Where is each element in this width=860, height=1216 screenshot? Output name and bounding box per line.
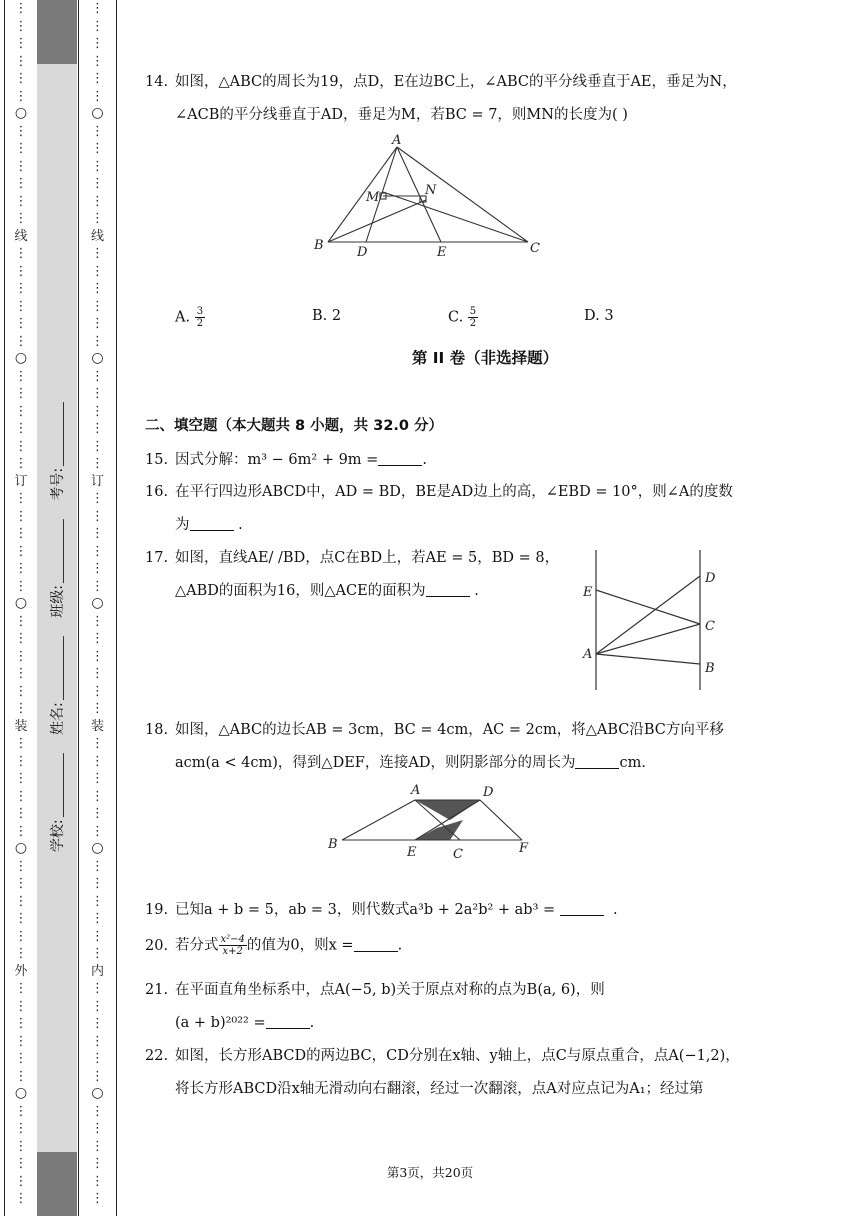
answer-blank[interactable] — [266, 1014, 310, 1029]
seal-dot: ⋮ — [14, 701, 28, 716]
seal-label: 装 — [90, 718, 104, 734]
seal-dot: ⋮ — [91, 613, 104, 629]
label-a: A — [411, 783, 421, 798]
seal-dot: ⋮ — [14, 893, 28, 909]
seal-dot: ⋮ — [14, 736, 28, 751]
label-b: B — [328, 837, 338, 852]
seal-label: 线 — [14, 228, 28, 244]
seal-dot: ⋮ — [14, 981, 28, 996]
label-e: E — [437, 245, 447, 260]
seal-dot: ⋮ — [91, 158, 104, 174]
seal-dot: ⋮ — [14, 666, 28, 681]
seal-dot: ⋮ — [14, 18, 28, 34]
shaded-top — [415, 800, 480, 820]
question-14 — [145, 72, 825, 125]
bisector-c — [383, 192, 528, 242]
question-16: 16. 在平行四边形ABCD中，AD = BD，BE是AD边上的高，∠EBD = 10°，则∠A的度数 为 . — [145, 484, 733, 533]
seal-dot: ⋮ — [14, 141, 28, 156]
class-label: 班级: — [50, 585, 66, 618]
seal-dot: ⋮ — [91, 858, 104, 874]
seal-dot: ⋮ — [14, 263, 28, 279]
seal-dot: ⋮ — [91, 753, 104, 769]
seal-dot: ⋮ — [91, 736, 104, 751]
seal-dot: ⋮ — [14, 526, 28, 541]
seal-dot: ⋮ — [91, 1121, 104, 1136]
answer-blank[interactable] — [560, 901, 604, 916]
segment-df — [480, 800, 522, 840]
seal-dot: ⋮ — [91, 666, 104, 681]
seal-dot: ⋮ — [14, 281, 28, 296]
seal-dot: ⋮ — [91, 421, 104, 436]
seal-label: 内 — [90, 963, 104, 979]
seal-label: 线 — [90, 228, 104, 244]
seal-dot: ⋮ — [91, 386, 104, 401]
seal-dot: ⋮ — [14, 53, 28, 69]
seal-dot: ⋮ — [14, 123, 28, 139]
seal-dot: ⋮ — [14, 193, 28, 209]
seal-dot: ⋮ — [14, 911, 28, 926]
label-a: A — [583, 647, 593, 662]
q18-figure — [325, 780, 545, 862]
school-label: 学校: — [50, 819, 66, 853]
seal-dot: ⋮ — [91, 53, 104, 69]
seal-label: 装 — [14, 718, 28, 734]
seal-dot: ⋮ — [14, 876, 28, 891]
seal-dot: ⋮ — [14, 858, 28, 874]
seal-dot: ⋮ — [14, 753, 28, 769]
option-d[interactable]: D. 3 — [584, 308, 614, 324]
segment-ad — [596, 576, 700, 654]
seal-dot: ⋮ — [14, 1191, 28, 1206]
seal-dot: ⋮ — [91, 368, 104, 384]
label-e: E — [583, 585, 593, 600]
seal-dot: ⋮ — [91, 998, 104, 1014]
option-b[interactable]: B. 2 — [312, 308, 342, 324]
seal-dot: ⋮ — [91, 806, 104, 821]
outer-seal-strip — [4, 0, 38, 1216]
answer-blank[interactable] — [190, 516, 234, 531]
seal-dot: ⋮ — [91, 561, 104, 576]
seal-dot: ⋮ — [14, 578, 28, 594]
label-m: M — [366, 190, 380, 205]
answer-blank[interactable] — [426, 582, 470, 597]
part2-title: 第 II 卷（非选择题） — [411, 349, 559, 367]
segment-ab — [342, 800, 415, 840]
seal-dot: ⋮ — [91, 193, 104, 209]
q14-figure — [310, 130, 550, 260]
seal-ring-icon: ○ — [91, 350, 104, 366]
seal-dot: ⋮ — [91, 631, 104, 646]
seal-dot: ⋮ — [14, 1138, 28, 1154]
answer-blank[interactable] — [378, 451, 422, 466]
question-text: 如图，△ABC的周长为19，点D，E在边BC上，∠ABC的平分线垂直于AE，垂足为N， — [175, 74, 737, 90]
seal-label: 订 — [90, 473, 104, 489]
label-b: B — [314, 238, 324, 253]
seal-dot: ⋮ — [14, 1033, 28, 1049]
seal-dot: ⋮ — [91, 1016, 104, 1031]
answer-blank[interactable] — [575, 754, 619, 769]
seal-ring-icon: ○ — [14, 595, 28, 611]
question-18: 18. 如图，△ABC的边长AB = 3cm，BC = 4cm，AC = 2cm，将△ABC沿BC方向平移 acm(a < 4cm)，得到△DEF，连接AD，则阴影部分的周长为 cm. — [145, 722, 724, 771]
segment-ac — [397, 147, 528, 242]
seal-dot: ⋮ — [91, 298, 104, 314]
seal-ring-icon: ○ — [91, 595, 104, 611]
name-label: 姓名: — [50, 702, 66, 735]
seal-dot: ⋮ — [91, 1068, 104, 1084]
seal-dot: ⋮ — [14, 88, 28, 104]
seal-dot: ⋮ — [14, 368, 28, 384]
seal-dot: ⋮ — [91, 176, 104, 191]
seal-ring-icon: ○ — [91, 840, 104, 856]
student-fields — [47, 388, 67, 852]
name-field[interactable] — [63, 636, 64, 700]
seal-dot: ⋮ — [14, 386, 28, 401]
seal-dot: ⋮ — [14, 1051, 28, 1066]
student-info — [37, 0, 77, 1216]
seal-dot: ⋮ — [14, 543, 28, 559]
seal-dot: ⋮ — [14, 36, 28, 51]
label-n: N — [425, 183, 437, 198]
seal-dot: ⋮ — [14, 1103, 28, 1119]
inner-seal-strip — [78, 0, 117, 1216]
seal-dot: ⋮ — [14, 491, 28, 506]
page-footer: 第3页，共20页 — [386, 1165, 474, 1180]
question-15: 15. 因式分解：m³ − 6m² + 9m = . — [145, 452, 427, 468]
seal-dot: ⋮ — [14, 438, 28, 454]
seal-dot: ⋮ — [91, 928, 104, 944]
segment-ec — [596, 590, 700, 624]
question-20: 20. 若分式 $\frac{\text{x²−4}}{x+2}$ 的值为0，则x = . — [145, 934, 403, 957]
seal-dot: ⋮ — [91, 1156, 104, 1171]
question-22: 22. 如图，长方形ABCD的两边BC，CD分别在x轴、y轴上，点C与原点重合，点A(−1,2)， 将长方形ABCD沿x轴无滑动向右翻滚，经过一次翻滚，点A对应点记为A₁；经过第 — [145, 1048, 740, 1097]
seal-dot: ⋮ — [91, 683, 104, 699]
seal-dot: ⋮ — [91, 823, 104, 839]
q20-fraction: $\frac{\text{x²−4}}{x+2}$ — [220, 934, 245, 957]
seal-dot: ⋮ — [14, 211, 28, 226]
seal-ring-icon: ○ — [14, 105, 28, 121]
seal-dot: ⋮ — [14, 648, 28, 664]
q14-options — [145, 306, 825, 332]
seal-dot: ⋮ — [14, 1121, 28, 1136]
seal-ring-icon: ○ — [91, 1085, 104, 1101]
seal-dot: ⋮ — [91, 403, 104, 419]
label-c: C — [453, 847, 463, 862]
inner-seal-dots — [79, 0, 116, 1208]
label-b: B — [705, 661, 715, 676]
option-a[interactable]: A. $\frac{3}{2}$ — [175, 306, 204, 329]
seal-dot: ⋮ — [14, 1156, 28, 1171]
seal-dot: ⋮ — [91, 1103, 104, 1119]
seal-dot: ⋮ — [91, 1033, 104, 1049]
segment-ac — [596, 624, 700, 654]
label-c: C — [530, 241, 540, 256]
seal-dot: ⋮ — [14, 928, 28, 944]
seal-dot: ⋮ — [14, 1, 28, 16]
label-d: D — [705, 571, 716, 586]
seal-dot: ⋮ — [14, 403, 28, 419]
seal-ring-icon: ○ — [14, 1085, 28, 1101]
seal-dot: ⋮ — [91, 88, 104, 104]
seal-dot: ⋮ — [14, 333, 28, 349]
label-e: E — [407, 845, 417, 860]
class-field[interactable] — [63, 519, 64, 583]
label-f: F — [519, 841, 529, 856]
segment-ab — [596, 654, 700, 664]
seal-dot: ⋮ — [91, 876, 104, 891]
seal-dot: ⋮ — [91, 438, 104, 454]
seal-dot: ⋮ — [91, 246, 104, 261]
seal-dot: ⋮ — [14, 316, 28, 331]
label-d: D — [483, 785, 494, 800]
seal-dot: ⋮ — [14, 246, 28, 261]
exam-number-field[interactable] — [63, 402, 64, 466]
seal-dot: ⋮ — [14, 823, 28, 839]
seal-dot: ⋮ — [91, 333, 104, 349]
seal-ring-icon: ○ — [14, 840, 28, 856]
seal-dot: ⋮ — [91, 946, 104, 961]
seal-dot: ⋮ — [14, 631, 28, 646]
seal-dot: ⋮ — [14, 158, 28, 174]
seal-dot: ⋮ — [14, 806, 28, 821]
option-c-fraction: $\frac{5}{2}$ — [469, 306, 477, 329]
seal-label: 外 — [14, 963, 28, 979]
option-c[interactable]: C. $\frac{5}{2}$ — [448, 306, 477, 329]
seal-dot: ⋮ — [91, 281, 104, 296]
seal-dot: ⋮ — [14, 1173, 28, 1189]
seal-dot: ⋮ — [91, 526, 104, 541]
seal-label: 订 — [14, 473, 28, 489]
seal-dot: ⋮ — [91, 263, 104, 279]
exam-number-label: 考号: — [50, 467, 66, 501]
seal-dot: ⋮ — [14, 508, 28, 524]
question-text: ∠ACB的平分线垂直于AD，垂足为M，若BC = 7，则MN的长度为( ) — [175, 107, 628, 123]
outer-seal-dots — [5, 0, 37, 1208]
seal-dot: ⋮ — [14, 683, 28, 699]
seal-dot: ⋮ — [91, 71, 104, 86]
seal-dot: ⋮ — [91, 893, 104, 909]
seal-dot: ⋮ — [91, 36, 104, 51]
label-a: A — [392, 133, 402, 148]
seal-dot: ⋮ — [91, 508, 104, 524]
question-17: 17. 如图，直线AE/ /BD，点C在BD上，若AE = 5，BD = 8， △ABD的面积为16，则△ACE的面积为 . — [145, 550, 560, 599]
seal-dot: ⋮ — [91, 491, 104, 506]
question-21: 21. 在平面直角坐标系中，点A(−5, b)关于原点对称的点为B(a, 6)，则 (a + b)²⁰²² = . — [145, 982, 605, 1031]
seal-dot: ⋮ — [91, 701, 104, 716]
answer-blank[interactable] — [354, 937, 398, 952]
seal-dot: ⋮ — [14, 1016, 28, 1031]
seal-dot: ⋮ — [91, 543, 104, 559]
seal-ring-icon: ○ — [14, 350, 28, 366]
question-19: 19. 已知a + b = 5，ab = 3，则代数式a³b + 2a²b² + ab³ = . — [145, 902, 618, 918]
seal-dot: ⋮ — [91, 981, 104, 996]
seal-dot: ⋮ — [91, 578, 104, 594]
seal-dot: ⋮ — [14, 71, 28, 86]
section2-title: 二、填空题（本大题共 8 小题，共 32.0 分） — [145, 418, 444, 434]
seal-dot: ⋮ — [14, 421, 28, 436]
seal-dot: ⋮ — [91, 648, 104, 664]
seal-dot: ⋮ — [14, 1068, 28, 1084]
seal-dot: ⋮ — [14, 561, 28, 576]
seal-dot: ⋮ — [91, 123, 104, 139]
seal-dot: ⋮ — [91, 1173, 104, 1189]
seal-dot: ⋮ — [91, 18, 104, 34]
seal-dot: ⋮ — [91, 141, 104, 156]
q17-figure — [579, 546, 729, 694]
seal-dot: ⋮ — [14, 946, 28, 961]
seal-dot: ⋮ — [91, 1191, 104, 1206]
seal-dot: ⋮ — [91, 316, 104, 331]
option-a-fraction: $\frac{3}{2}$ — [196, 306, 204, 329]
seal-dot: ⋮ — [91, 1051, 104, 1066]
seal-dot: ⋮ — [14, 771, 28, 786]
seal-dot: ⋮ — [91, 1, 104, 16]
label-d: D — [357, 245, 368, 260]
seal-dot: ⋮ — [14, 998, 28, 1014]
seal-dot: ⋮ — [91, 771, 104, 786]
label-c: C — [705, 619, 715, 634]
seal-dot: ⋮ — [91, 211, 104, 226]
seal-dot: ⋮ — [14, 298, 28, 314]
seal-dot: ⋮ — [91, 1138, 104, 1154]
seal-dot: ⋮ — [91, 911, 104, 926]
question-number: 14. — [145, 74, 169, 90]
seal-dot: ⋮ — [91, 456, 104, 471]
seal-ring-icon: ○ — [91, 105, 104, 121]
seal-dot: ⋮ — [14, 456, 28, 471]
school-field[interactable] — [63, 753, 64, 817]
seal-dot: ⋮ — [14, 788, 28, 804]
seal-dot: ⋮ — [14, 176, 28, 191]
seal-dot: ⋮ — [14, 613, 28, 629]
seal-dot: ⋮ — [91, 788, 104, 804]
